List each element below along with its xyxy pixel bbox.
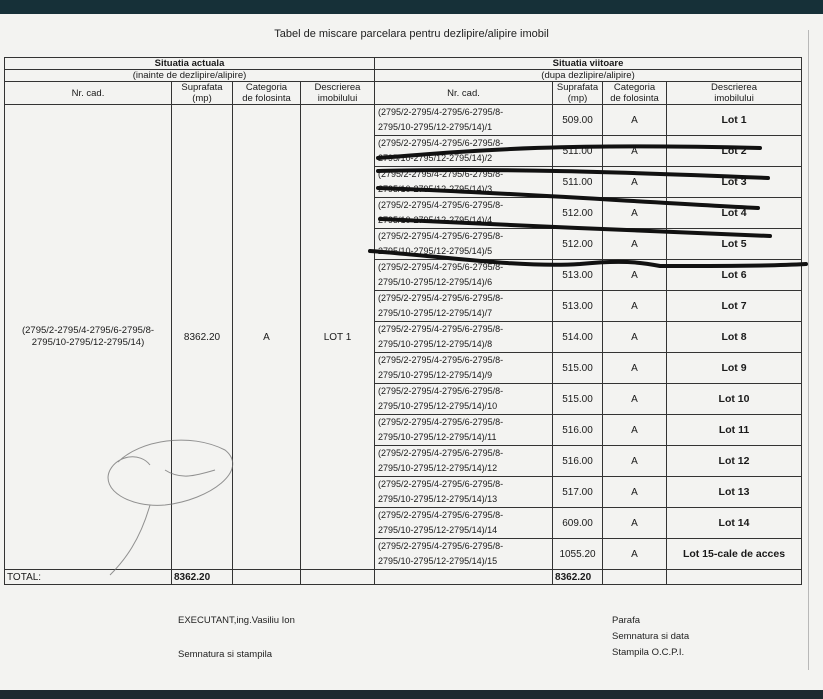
future-cad-cell xyxy=(375,291,553,322)
future-description-header xyxy=(667,82,802,105)
future-cad-line2: 2795/10-2795/12-2795/14)/13 xyxy=(378,494,498,504)
future-cad-line2: 2795/10-2795/12-2795/14)/10 xyxy=(378,401,498,411)
future-cad-line1: (2795/2-2795/4-2795/6-2795/8- xyxy=(378,231,504,241)
future-area-cell: 511.00 xyxy=(553,136,603,167)
future-area-cell: 513.00 xyxy=(553,291,603,322)
future-area-cell: 514.00 xyxy=(553,322,603,353)
future-cad-line1: (2795/2-2795/4-2795/6-2795/8- xyxy=(378,355,504,365)
parafa-label: Parafa xyxy=(612,615,640,626)
current-situation-header: Situatia actuala xyxy=(5,58,375,70)
future-lot-cell: Lot 12 xyxy=(667,446,802,477)
future-lot-cell: Lot 14 xyxy=(667,508,802,539)
future-cad-line1: (2795/2-2795/4-2795/6-2795/8- xyxy=(378,417,504,427)
future-category-cell: A xyxy=(603,353,667,384)
future-cad-cell xyxy=(375,477,553,508)
future-area-cell: 512.00 xyxy=(553,198,603,229)
future-lot-cell: Lot 5 xyxy=(667,229,802,260)
future-lot-cell: Lot 15-cale de acces xyxy=(667,539,802,570)
future-cad-line2: 2795/10-2795/12-2795/14)/12 xyxy=(378,463,498,473)
future-category-cell: A xyxy=(603,291,667,322)
future-category-cell: A xyxy=(603,508,667,539)
future-category-cell: A xyxy=(603,136,667,167)
current-cad-line2: 2795/10-2795/12-2795/14) xyxy=(31,337,145,348)
future-cad-cell xyxy=(375,508,553,539)
future-cad-header: Nr. cad. xyxy=(375,82,553,105)
future-category-cell: A xyxy=(603,167,667,198)
future-cad-line1: (2795/2-2795/4-2795/6-2795/8- xyxy=(378,262,504,272)
bottom-bar xyxy=(0,690,823,699)
future-cad-line2: 2795/10-2795/12-2795/14)/14 xyxy=(378,525,498,535)
future-cad-cell xyxy=(375,167,553,198)
future-cad-line1: (2795/2-2795/4-2795/6-2795/8- xyxy=(378,169,504,179)
future-area-cell: 511.00 xyxy=(553,167,603,198)
future-cad-line2: 2795/10-2795/12-2795/14)/8 xyxy=(378,339,493,349)
future-area-cell: 1055.20 xyxy=(553,539,603,570)
ocpi-stamp-label: Stampila O.C.P.I. xyxy=(612,647,685,658)
future-cad-cell xyxy=(375,539,553,570)
executant-name: EXECUTANT,ing.Vasiliu Ion xyxy=(178,615,295,626)
future-cad-line2: 2795/10-2795/12-2795/14)/1 xyxy=(378,122,493,132)
future-lot-cell: Lot 9 xyxy=(667,353,802,384)
future-cad-line2: 2795/10-2795/12-2795/14)/7 xyxy=(378,308,493,318)
future-situation-subheader: (dupa dezlipire/alipire) xyxy=(375,70,802,82)
future-cad-line1: (2795/2-2795/4-2795/6-2795/8- xyxy=(378,510,504,520)
future-cad-cell xyxy=(375,384,553,415)
future-area-header-line1: Suprafata xyxy=(556,82,599,93)
future-area-header-line2: (mp) xyxy=(567,93,588,104)
current-category-cell: A xyxy=(233,105,301,570)
future-cad-line1: (2795/2-2795/4-2795/6-2795/8- xyxy=(378,541,504,551)
future-cad-line2: 2795/10-2795/12-2795/14)/6 xyxy=(378,277,493,287)
future-category-cell: A xyxy=(603,229,667,260)
future-cad-line2: 2795/10-2795/12-2795/14)/4 xyxy=(378,215,493,225)
future-area-cell: 516.00 xyxy=(553,415,603,446)
current-cad-cell xyxy=(5,105,172,570)
current-situation-subheader: (inainte de dezlipire/alipire) xyxy=(5,70,375,82)
future-lot-cell: Lot 10 xyxy=(667,384,802,415)
future-area-cell: 512.00 xyxy=(553,229,603,260)
future-description-header-line2: imobilului xyxy=(714,93,754,104)
future-cad-cell xyxy=(375,229,553,260)
future-cad-cell xyxy=(375,415,553,446)
future-category-cell: A xyxy=(603,260,667,291)
future-cad-line1: (2795/2-2795/4-2795/6-2795/8- xyxy=(378,107,504,117)
future-area-cell: 515.00 xyxy=(553,353,603,384)
future-cad-cell xyxy=(375,136,553,167)
current-description-header-line2: imobilului xyxy=(317,93,358,104)
future-cad-cell xyxy=(375,322,553,353)
future-lot-cell: Lot 3 xyxy=(667,167,802,198)
signature-date-label: Semnatura si data xyxy=(612,631,690,642)
current-description-header-line1: Descrierea xyxy=(314,82,361,93)
current-area-header xyxy=(172,82,233,105)
future-cad-line2: 2795/10-2795/12-2795/14)/11 xyxy=(378,432,497,442)
future-category-cell: A xyxy=(603,105,667,136)
future-lot-cell: Lot 7 xyxy=(667,291,802,322)
future-category-cell: A xyxy=(603,384,667,415)
future-category-cell: A xyxy=(603,415,667,446)
future-cad-line1: (2795/2-2795/4-2795/6-2795/8- xyxy=(378,138,504,148)
future-category-header-line1: Categoria xyxy=(613,82,656,93)
future-lot-cell: Lot 4 xyxy=(667,198,802,229)
future-situation-header: Situatia viitoare xyxy=(375,58,802,70)
future-area-cell: 515.00 xyxy=(553,384,603,415)
future-cad-line1: (2795/2-2795/4-2795/6-2795/8- xyxy=(378,479,504,489)
future-cad-line2: 2795/10-2795/12-2795/14)/9 xyxy=(378,370,493,380)
document-title: Tabel de miscare parcelara pentru dezlipire/alipire imobil xyxy=(274,28,549,40)
future-category-cell: A xyxy=(603,198,667,229)
future-lot-cell: Lot 1 xyxy=(667,105,802,136)
current-cad-header: Nr. cad. xyxy=(5,82,172,105)
future-area-header xyxy=(553,82,603,105)
future-cad-line1: (2795/2-2795/4-2795/6-2795/8- xyxy=(378,293,504,303)
future-lot-cell: Lot 8 xyxy=(667,322,802,353)
future-area-cell: 609.00 xyxy=(553,508,603,539)
future-cad-line2: 2795/10-2795/12-2795/14)/5 xyxy=(378,246,493,256)
future-cad-line2: 2795/10-2795/12-2795/14)/15 xyxy=(378,556,498,566)
future-category-cell: A xyxy=(603,322,667,353)
current-cad-line1: (2795/2-2795/4-2795/6-2795/8- xyxy=(21,325,155,336)
future-category-cell: A xyxy=(603,539,667,570)
total-label: TOTAL: xyxy=(5,570,172,585)
current-category-header-line1: Categoria xyxy=(245,82,288,93)
future-cad-line1: (2795/2-2795/4-2795/6-2795/8- xyxy=(378,386,504,396)
future-area-cell: 509.00 xyxy=(553,105,603,136)
sheet-edge xyxy=(808,30,809,670)
future-area-cell: 513.00 xyxy=(553,260,603,291)
signature-stamp-label: Semnatura si stampila xyxy=(178,649,272,660)
future-lot-cell: Lot 6 xyxy=(667,260,802,291)
current-category-header-line2: de folosinta xyxy=(242,93,291,104)
current-area-cell: 8362.20 xyxy=(172,105,233,570)
future-description-header-line1: Descrierea xyxy=(711,82,757,93)
future-cad-line1: (2795/2-2795/4-2795/6-2795/8- xyxy=(378,324,504,334)
future-cad-line2: 2795/10-2795/12-2795/14)/2 xyxy=(378,153,493,163)
future-lot-cell: Lot 11 xyxy=(667,415,802,446)
parcel-table xyxy=(4,57,802,585)
current-description-cell: LOT 1 xyxy=(301,105,375,570)
future-cad-cell xyxy=(375,198,553,229)
total-current-area: 8362.20 xyxy=(172,570,233,585)
future-lot-cell: Lot 13 xyxy=(667,477,802,508)
future-cad-cell xyxy=(375,446,553,477)
future-area-cell: 516.00 xyxy=(553,446,603,477)
current-description-header xyxy=(301,82,375,105)
future-lot-cell: Lot 2 xyxy=(667,136,802,167)
future-category-header-line2: de folosinta xyxy=(610,93,659,104)
future-area-cell: 517.00 xyxy=(553,477,603,508)
future-cad-line1: (2795/2-2795/4-2795/6-2795/8- xyxy=(378,448,504,458)
table-row xyxy=(5,105,802,136)
future-category-cell: A xyxy=(603,446,667,477)
future-category-cell: A xyxy=(603,477,667,508)
total-future-area: 8362.20 xyxy=(553,570,603,585)
current-area-header-line1: Suprafata xyxy=(181,82,223,93)
current-category-header xyxy=(233,82,301,105)
future-cad-line1: (2795/2-2795/4-2795/6-2795/8- xyxy=(378,200,504,210)
current-area-header-line2: (mp) xyxy=(192,93,212,104)
future-cad-cell xyxy=(375,353,553,384)
future-cad-cell xyxy=(375,105,553,136)
future-cad-cell xyxy=(375,260,553,291)
future-cad-line2: 2795/10-2795/12-2795/14)/3 xyxy=(378,184,493,194)
future-category-header xyxy=(603,82,667,105)
